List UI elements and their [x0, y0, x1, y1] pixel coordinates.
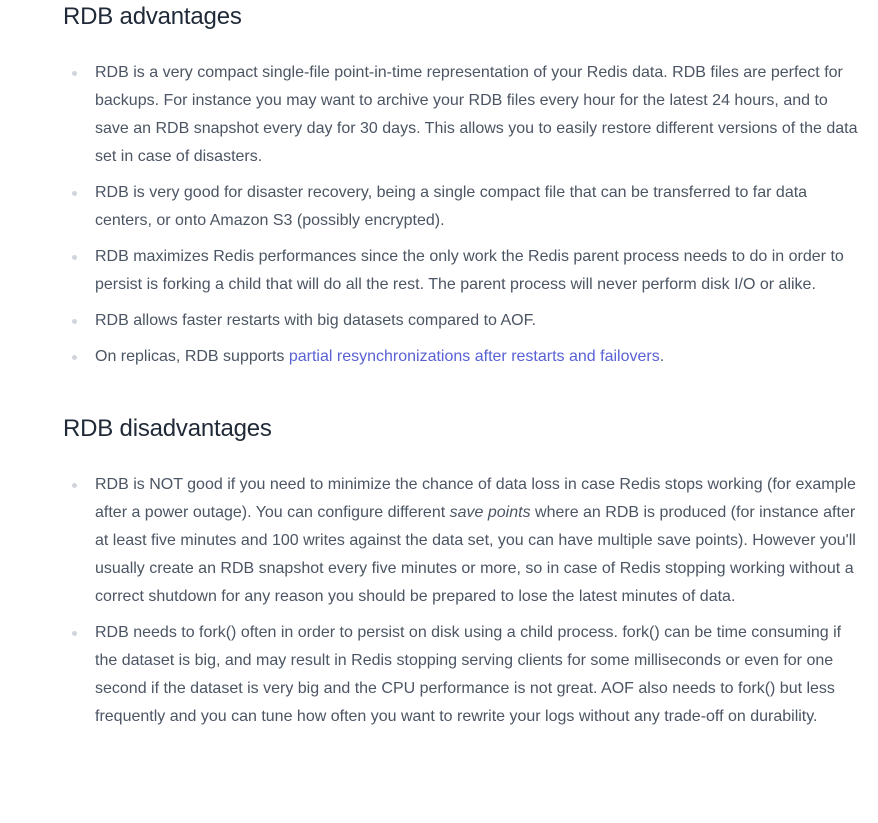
bullet-dot [72, 483, 77, 488]
bullet-dot [72, 631, 77, 636]
list-item [63, 307, 863, 335]
advantages-list [63, 59, 863, 371]
disadvantages-list [63, 471, 863, 731]
save-points-emphasis: save points [449, 504, 531, 521]
rdb-disadvantages-heading: RDB disadvantages [63, 415, 272, 442]
list-item [63, 619, 863, 731]
list-item-text-prefix: On replicas, RDB supports [95, 348, 289, 365]
partial-resync-link[interactable]: partial resynchronizations after restarts and failovers [288, 348, 660, 365]
list-item [63, 243, 863, 299]
article-content [63, 0, 863, 739]
list-item [63, 59, 863, 171]
list-item-text-part2: where an RDB is produced (for instance after at least five minutes and 100 writes against the data set, you can have multiple save points). However you'll usually create an RDB snapshot every five minutes or more, so in case of Redis stopping working without a correct shutdown for any reason you should be prepared to lose the latest minutes of data. [95, 504, 856, 605]
list-item-text-suffix: . [659, 348, 665, 365]
bullet-dot [72, 255, 77, 260]
list-item-text: RDB needs to fork() often in order to persist on disk using a child process. fork() can be time consuming if the dataset is big, and may result in Redis stopping serving clients for some milliseconds or even for one second if the dataset is very big and the CPU performance is not great. AOF also needs to fork() but less frequently and you can tune how often you want to rewrite your logs without any trade-off on durability. [95, 624, 842, 725]
list-item [63, 471, 863, 611]
bullet-dot [72, 71, 77, 76]
bullet-dot [72, 191, 77, 196]
list-item-text: RDB allows faster restarts with big datasets compared to AOF. [95, 312, 537, 329]
bullet-dot [72, 319, 77, 324]
list-item-text: RDB maximizes Redis performances since the only work the Redis parent process needs to do in order to persist is forking a child that will do all the rest. The parent process will never perform disk I/O or alike. [95, 248, 844, 293]
list-item [63, 343, 863, 371]
list-item [63, 179, 863, 235]
list-item-text: RDB is a very compact single-file point-in-time representation of your Redis data. RDB files are perfect for backups. For instance you may want to archive your RDB files every hour for the latest 24 hours, and to save an RDB snapshot every day for 30 days. This allows you to easily restore different versions of the data set in case of disasters. [95, 64, 858, 165]
list-item-text: RDB is very good for disaster recovery, being a single compact file that can be transferred to far data centers, or onto Amazon S3 (possibly encrypted). [95, 184, 808, 229]
rdb-advantages-heading: RDB advantages [63, 3, 242, 30]
bullet-dot [72, 355, 77, 360]
list-item-text-part1: RDB is NOT good if you need to minimize the chance of data loss in case Redis stops working (for example after a power outage). You can configure different [95, 476, 856, 521]
